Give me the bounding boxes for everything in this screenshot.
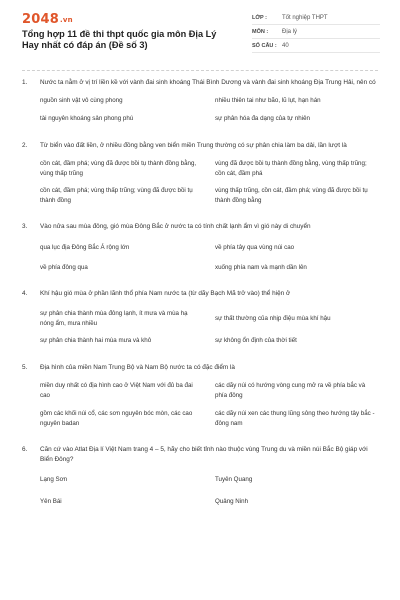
question-number: 6. (22, 446, 28, 453)
answer-option[interactable]: cồn cát, đầm phá; vùng thấp trũng; vùng đã được bồi tụ thành đồng (40, 187, 193, 204)
question-list (22, 78, 378, 506)
question-head (22, 141, 378, 151)
page-header (0, 0, 400, 66)
answer-option[interactable]: về phía tây qua vùng núi cao (215, 243, 295, 251)
answer-option[interactable]: qua lục địa Đông Bắc Á rộng lớn (40, 243, 130, 251)
answer-option[interactable]: về phía đông qua (40, 264, 88, 271)
question-head (22, 363, 378, 373)
answer-option[interactable]: Yên Bái (40, 497, 62, 505)
answer-options (40, 159, 378, 205)
answer-option[interactable]: sự phân chia thành mùa đông lạnh, ít mưa và mùa hạ nóng ẩm, mưa nhiều (40, 310, 188, 327)
document-meta (252, 11, 380, 53)
meta-row-class (252, 11, 380, 25)
answer-options (40, 475, 378, 506)
question-head (22, 78, 378, 88)
answer-option[interactable]: sự phân hóa đa dạng của tự nhiên (215, 115, 310, 122)
question-text: Nước ta nằm ở vị trí liền kề với vành đai sinh khoáng Thái Bình Dương và vành đai sinh khoáng Địa Trung Hải, nên có (40, 79, 376, 86)
question-number: 5. (22, 363, 28, 371)
answer-option[interactable]: tài nguyên khoáng sản phong phú (40, 115, 134, 122)
site-logo[interactable] (22, 12, 73, 27)
answer-option[interactable]: các dãy núi xen các thung lũng sông theo hướng tây bắc - đông nam (215, 410, 375, 427)
question-number: 2. (22, 141, 28, 149)
question-text: Từ biển vào đất liền, ở nhiều đồng bằng ven biển miền Trung thường có sự phân chia làm ba dải, lần lượt là (40, 141, 347, 149)
question-text: Vào nửa sau mùa đông, gió mùa Đông Bắc ở nước ta có tính chất lạnh ẩm vì gió này di chuyển (40, 223, 311, 230)
question (22, 141, 378, 206)
answer-option[interactable]: xuống phía nam và mạnh dần lên (215, 264, 307, 271)
answer-option[interactable]: cồn cát, đầm phá; vùng đã được bồi tụ thành đồng bằng, vùng thấp trũng (40, 160, 197, 177)
question-head (22, 289, 378, 299)
answer-option[interactable]: sự không ổn định của thời tiết (215, 337, 297, 344)
answer-option[interactable]: nhiều thiên tai như bão, lũ lụt, hạn hán (215, 96, 321, 104)
answer-option[interactable]: vùng thấp trũng, cồn cát, đầm phá; vùng đã được bồi tụ thành đồng bằng (215, 187, 368, 204)
meta-key: MÔN : (252, 28, 269, 35)
meta-row-subject (252, 25, 380, 39)
answer-option[interactable]: sự thất thường của nhịp điệu mùa khí hậu (215, 314, 331, 322)
answer-options (40, 309, 378, 346)
question-text: Căn cứ vào Atlat Địa lí Việt Nam trang 4 – 5, hãy cho biết tỉnh nào thuộc vùng Trung du và miền núi Bắc Bộ giáp với Biển Đông? (40, 446, 368, 463)
meta-value: Tốt nghiệp THPT (282, 14, 328, 21)
question-number: 3. (22, 223, 28, 230)
answer-option[interactable]: Lạng Sơn (40, 476, 68, 483)
header-divider (22, 70, 378, 71)
meta-value: Địa lý (282, 28, 298, 35)
logo-suffix: .vn (59, 16, 73, 24)
question-number: 4. (22, 289, 28, 297)
answer-options (40, 381, 378, 428)
answer-option[interactable]: sự phân chia thành hai mùa mưa và khô (40, 337, 152, 344)
logo-text: 2048 (22, 12, 59, 27)
meta-key: SỐ CÂU : (252, 42, 277, 49)
question (22, 289, 378, 346)
question-text: Địa hình của miền Nam Trung Bộ và Nam Bộ nước ta có đặc điểm là (40, 363, 235, 371)
question-head (22, 222, 378, 232)
question (22, 363, 378, 429)
answer-option[interactable]: miền duy nhất có địa hình cao ở Việt Nam với đủ ba đai cao (40, 382, 193, 399)
question (22, 222, 378, 273)
question (22, 78, 378, 124)
document-title: Tổng hợp 11 đề thi thpt quốc gia môn Địa Lý Hay nhất có đáp án (Đề số 3) (22, 29, 217, 50)
meta-row-count (252, 39, 380, 53)
answer-option[interactable]: nguồn sinh vật vô cùng phong (40, 96, 123, 104)
answer-options (40, 96, 378, 124)
answer-option[interactable]: gồm các khối núi cổ, các sơn nguyên bóc mòn, các cao nguyên badan (40, 410, 193, 427)
meta-value: 40 (282, 42, 289, 49)
answer-option[interactable]: vùng đã được bồi tụ thành đồng bằng, vùng thấp trũng; cồn cát, đầm phá (215, 160, 367, 177)
answer-option[interactable]: Tuyên Quang (215, 476, 253, 483)
question (22, 445, 378, 506)
meta-key: LỚP : (252, 14, 267, 21)
answer-option[interactable]: Quảng Ninh (215, 497, 249, 505)
question-text: Khí hậu gió mùa ở phần lãnh thổ phía Nam nước ta (từ dãy Bạch Mã trở vào) thể hiện ở (40, 289, 291, 297)
answer-options (40, 243, 378, 273)
answer-option[interactable]: các dãy núi có hướng vòng cung mở ra về phía bắc và phía đông (215, 382, 366, 399)
question-head (22, 445, 378, 464)
question-number: 1. (22, 79, 28, 86)
